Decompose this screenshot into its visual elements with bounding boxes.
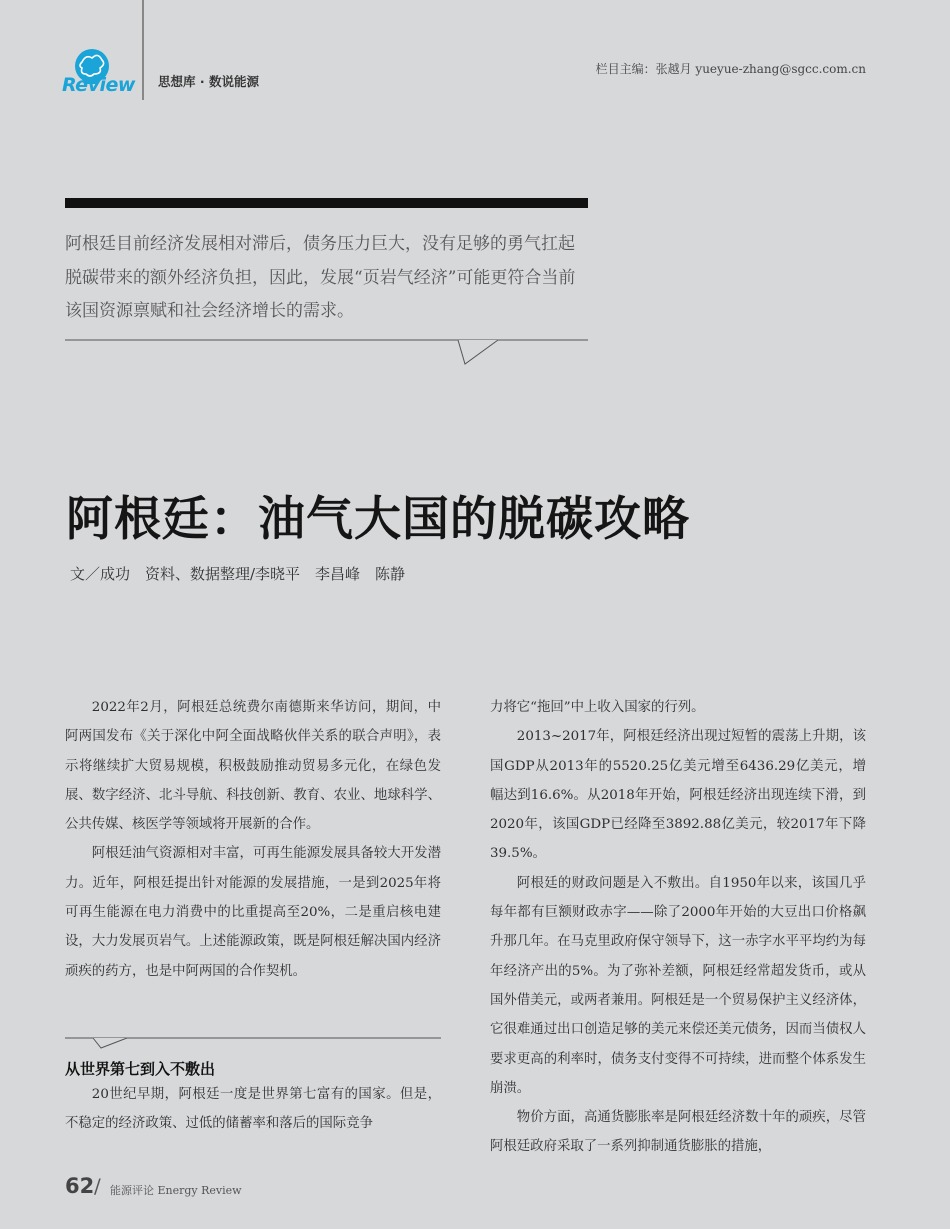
body-column-right	[490, 693, 866, 1162]
body-paragraph: 阿根廷的财政问题是入不敷出。自1950年以来，该国几乎每年都有巨额财政赤字——除了2000年开始的大豆出口价格飙升那几年。在马克里政府保守领导下，这一赤字水平平均约为每年经济产出的5%。为了弥补差额，阿根廷经常超发货币，或从国外借美元，或两者兼用。阿根廷是一个贸易保护主义经济体，它很难通过出口创造足够的美元来偿还美元债务，因而当债权人要求更高的利率时，债务支付变得不可持续，进而整个体系发生崩溃。	[490, 875, 866, 1096]
page-number: 62	[65, 1174, 95, 1198]
body-paragraph: 阿根廷油气资源相对丰富，可再生能源发展具备较大开发潜力。近年，阿根廷提出针对能源的发展措施，一是到2025年将可再生能源在电力消费中的比重提高至20%，二是重启核电建设，大力发展页岩气。上述能源政策，既是阿根廷解决国内经济顽疾的药方，也是中阿两国的合作契机。	[65, 846, 441, 979]
pull-quote-rule	[65, 338, 590, 368]
body-paragraph: 2013~2017年，阿根廷经济出现过短暂的震荡上升期，该国GDP从2013年的5520.25亿美元增至6436.29亿美元，增幅达到16.6%。从2018年开始，阿根廷经济出现连续下滑，到2020年，该国GDP已经降至3892.88亿美元，较2017年下降39.5%。	[490, 729, 866, 862]
review-logo-text: Review	[62, 74, 135, 96]
subheading-rule	[65, 1036, 443, 1050]
body-paragraph-continued: 力将它“拖回”中上收入国家的行列。	[490, 700, 705, 715]
body-column-left	[65, 693, 441, 986]
pull-quote: 阿根廷目前经济发展相对滞后，债务压力巨大，没有足够的勇气扛起脱碳带来的额外经济负担，因此，发展“页岩气经济”可能更符合当前该国资源禀赋和社会经济增长的需求。	[65, 234, 576, 321]
body-column-left-continued	[65, 1080, 441, 1139]
column-editor: 栏目主编：张越月 yueyue-zhang@sgcc.com.cn	[595, 62, 866, 76]
pull-quote-bar	[65, 198, 588, 208]
footer-separator: /	[94, 1174, 101, 1198]
article-title: 阿根廷：油气大国的脱碳攻略	[66, 492, 690, 547]
magazine-name: 能源评论 Energy Review	[110, 1184, 242, 1197]
body-paragraph: 2022年2月，阿根廷总统费尔南德斯来华访问，期间，中阿两国发布《关于深化中阿全面战略伙伴关系的联合声明》，表示将继续扩大贸易规模，积极鼓励推动贸易多元化，在绿色发展、数字经济、北斗导航、科技创新、教育、农业、地球科学、公共传媒、核医学等领域将开展新的合作。	[65, 700, 441, 833]
section-subheading: 从世界第七到入不敷出	[65, 1060, 216, 1078]
body-paragraph: 物价方面，高通货膨胀率是阿根廷经济数十年的顽疾，尽管阿根廷政府采取了一系列抑制通货膨胀的措施，	[490, 1110, 866, 1155]
body-paragraph: 20世纪早期，阿根廷一度是世界第七富有的国家。但是，不稳定的经济政策、过低的储蓄率和落后的国际竞争	[65, 1087, 441, 1132]
section-label: 思想库 · 数说能源	[158, 74, 259, 89]
header-divider	[142, 0, 144, 100]
byline: 文／成功 资料、数据整理/李晓平 李昌峰 陈静	[70, 565, 406, 583]
